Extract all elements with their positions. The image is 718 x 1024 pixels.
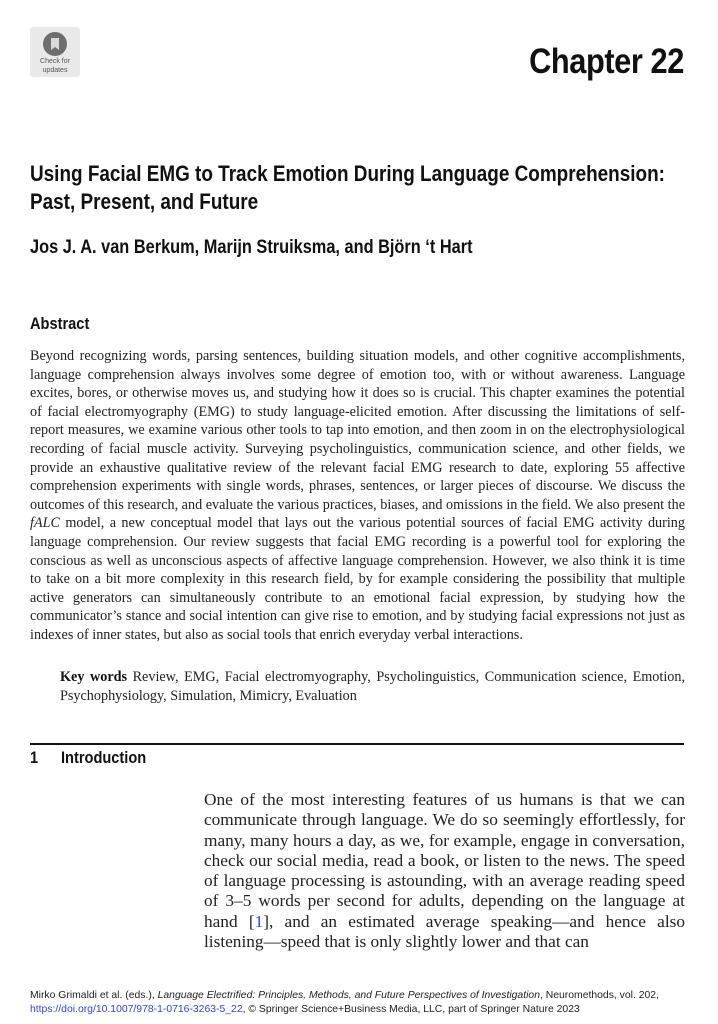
section-number: 1 (30, 748, 39, 767)
check-for-updates-badge[interactable] (30, 27, 80, 77)
badge-line-1: Check for (40, 58, 70, 65)
intro-paragraph (204, 790, 685, 952)
intro-text-2: ], and an estimated average speaking—and hence also listening—speed that is only slightly lower and that can (204, 911, 685, 952)
doi-link[interactable]: https://doi.org/10.1007/978-1-0716-3263-5_22 (30, 1004, 243, 1015)
badge-line-2: updates (42, 67, 68, 74)
abstract-text-2: model, a new conceptual model that lays out the various potential sources of facial EMG activity during language comprehension. Our review suggests that facial EMG recording is a powerful tool for exploring the conscious as well as unconscious aspects of affective language comprehension. However, we also think it is time to take on a bit more complexity in this research field, by for example considering the possibility that multiple active generators can simultaneously contribute to an emotional facial expression, by studying how the communicator’s stance and social intention can give rise to emotion, and by studying facial expressions not just as indexes of inner states, but also as social tools that enrich everyday verbal interactions. (30, 515, 685, 643)
footer-copyright: , © Springer Science+Business Media, LLC, part of Springer Nature 2023 (242, 1004, 580, 1015)
abstract-model-name: fALC (30, 515, 60, 532)
crossmark-icon (43, 32, 67, 56)
section-heading (30, 748, 146, 768)
footer-citation (30, 989, 710, 1017)
authors: Jos J. A. van Berkum, Marijn Struiksma, and Björn ‘t Hart (30, 237, 473, 258)
intro-text-1: One of the most interesting features of us humans is that we can communicate through language. We do so seemingly effortlessly, for many, many hours a day, as we, for example, engage in conversation, check our social media, read a book, or listen to the news. The speed of language processing is astounding, with an average reading speed of 3–5 words per second for adults, depending on the language at hand [ (204, 790, 685, 931)
keywords-label: Key words (60, 669, 128, 685)
keywords (60, 668, 685, 706)
section-divider (30, 743, 684, 745)
keywords-list: Review, EMG, Facial electromyography, Psycholinguistics, Communication science, Emotion, Psychophysiology, Simulation, Mimicry, Evaluation (60, 669, 685, 704)
chapter-title: Using Facial EMG to Track Emotion During Language Comprehension: Past, Present, and Future (30, 161, 665, 214)
section-title: Introduction (60, 748, 147, 767)
abstract-body (30, 347, 685, 645)
abstract-text-1: Beyond recognizing words, parsing sentences, building situation models, and other cognitive accomplishments, language comprehension always involves some degree of emotion too, with or without awareness. Language excites, bores, or otherwise moves us, and studying how it does so is crucial. This chapter examines the potential of facial electromyography (EMG) to study language-elicited emotion. After discussing the limitations of self-report measures, we examine various other tools to tap into emotion, and then zoom in on the electrophysiological recording of facial muscle activity. Surveying psycholinguistics, communication science, and other fields, we provide an exhaustive qualitative review of the relevant facial EMG research to date, exploring 55 affective comprehension experiments with single words, phrases, sentences, or larger pieces of discourse. We discuss the outcomes of this research, and evaluate the various practices, biases, and omissions in the field. We also present the (30, 348, 685, 513)
chapter-label: Chapter 22 (529, 42, 684, 81)
citation-link[interactable]: 1 (254, 911, 264, 931)
footer-editors: Mirko Grimaldi et al. (eds.), (30, 990, 158, 1001)
footer-series: , Neuromethods, vol. 202, (539, 990, 659, 1001)
abstract-heading: Abstract (30, 314, 90, 333)
footer-book-title: Language Electrified: Principles, Methods, and Future Perspectives of Investigation (157, 990, 540, 1001)
